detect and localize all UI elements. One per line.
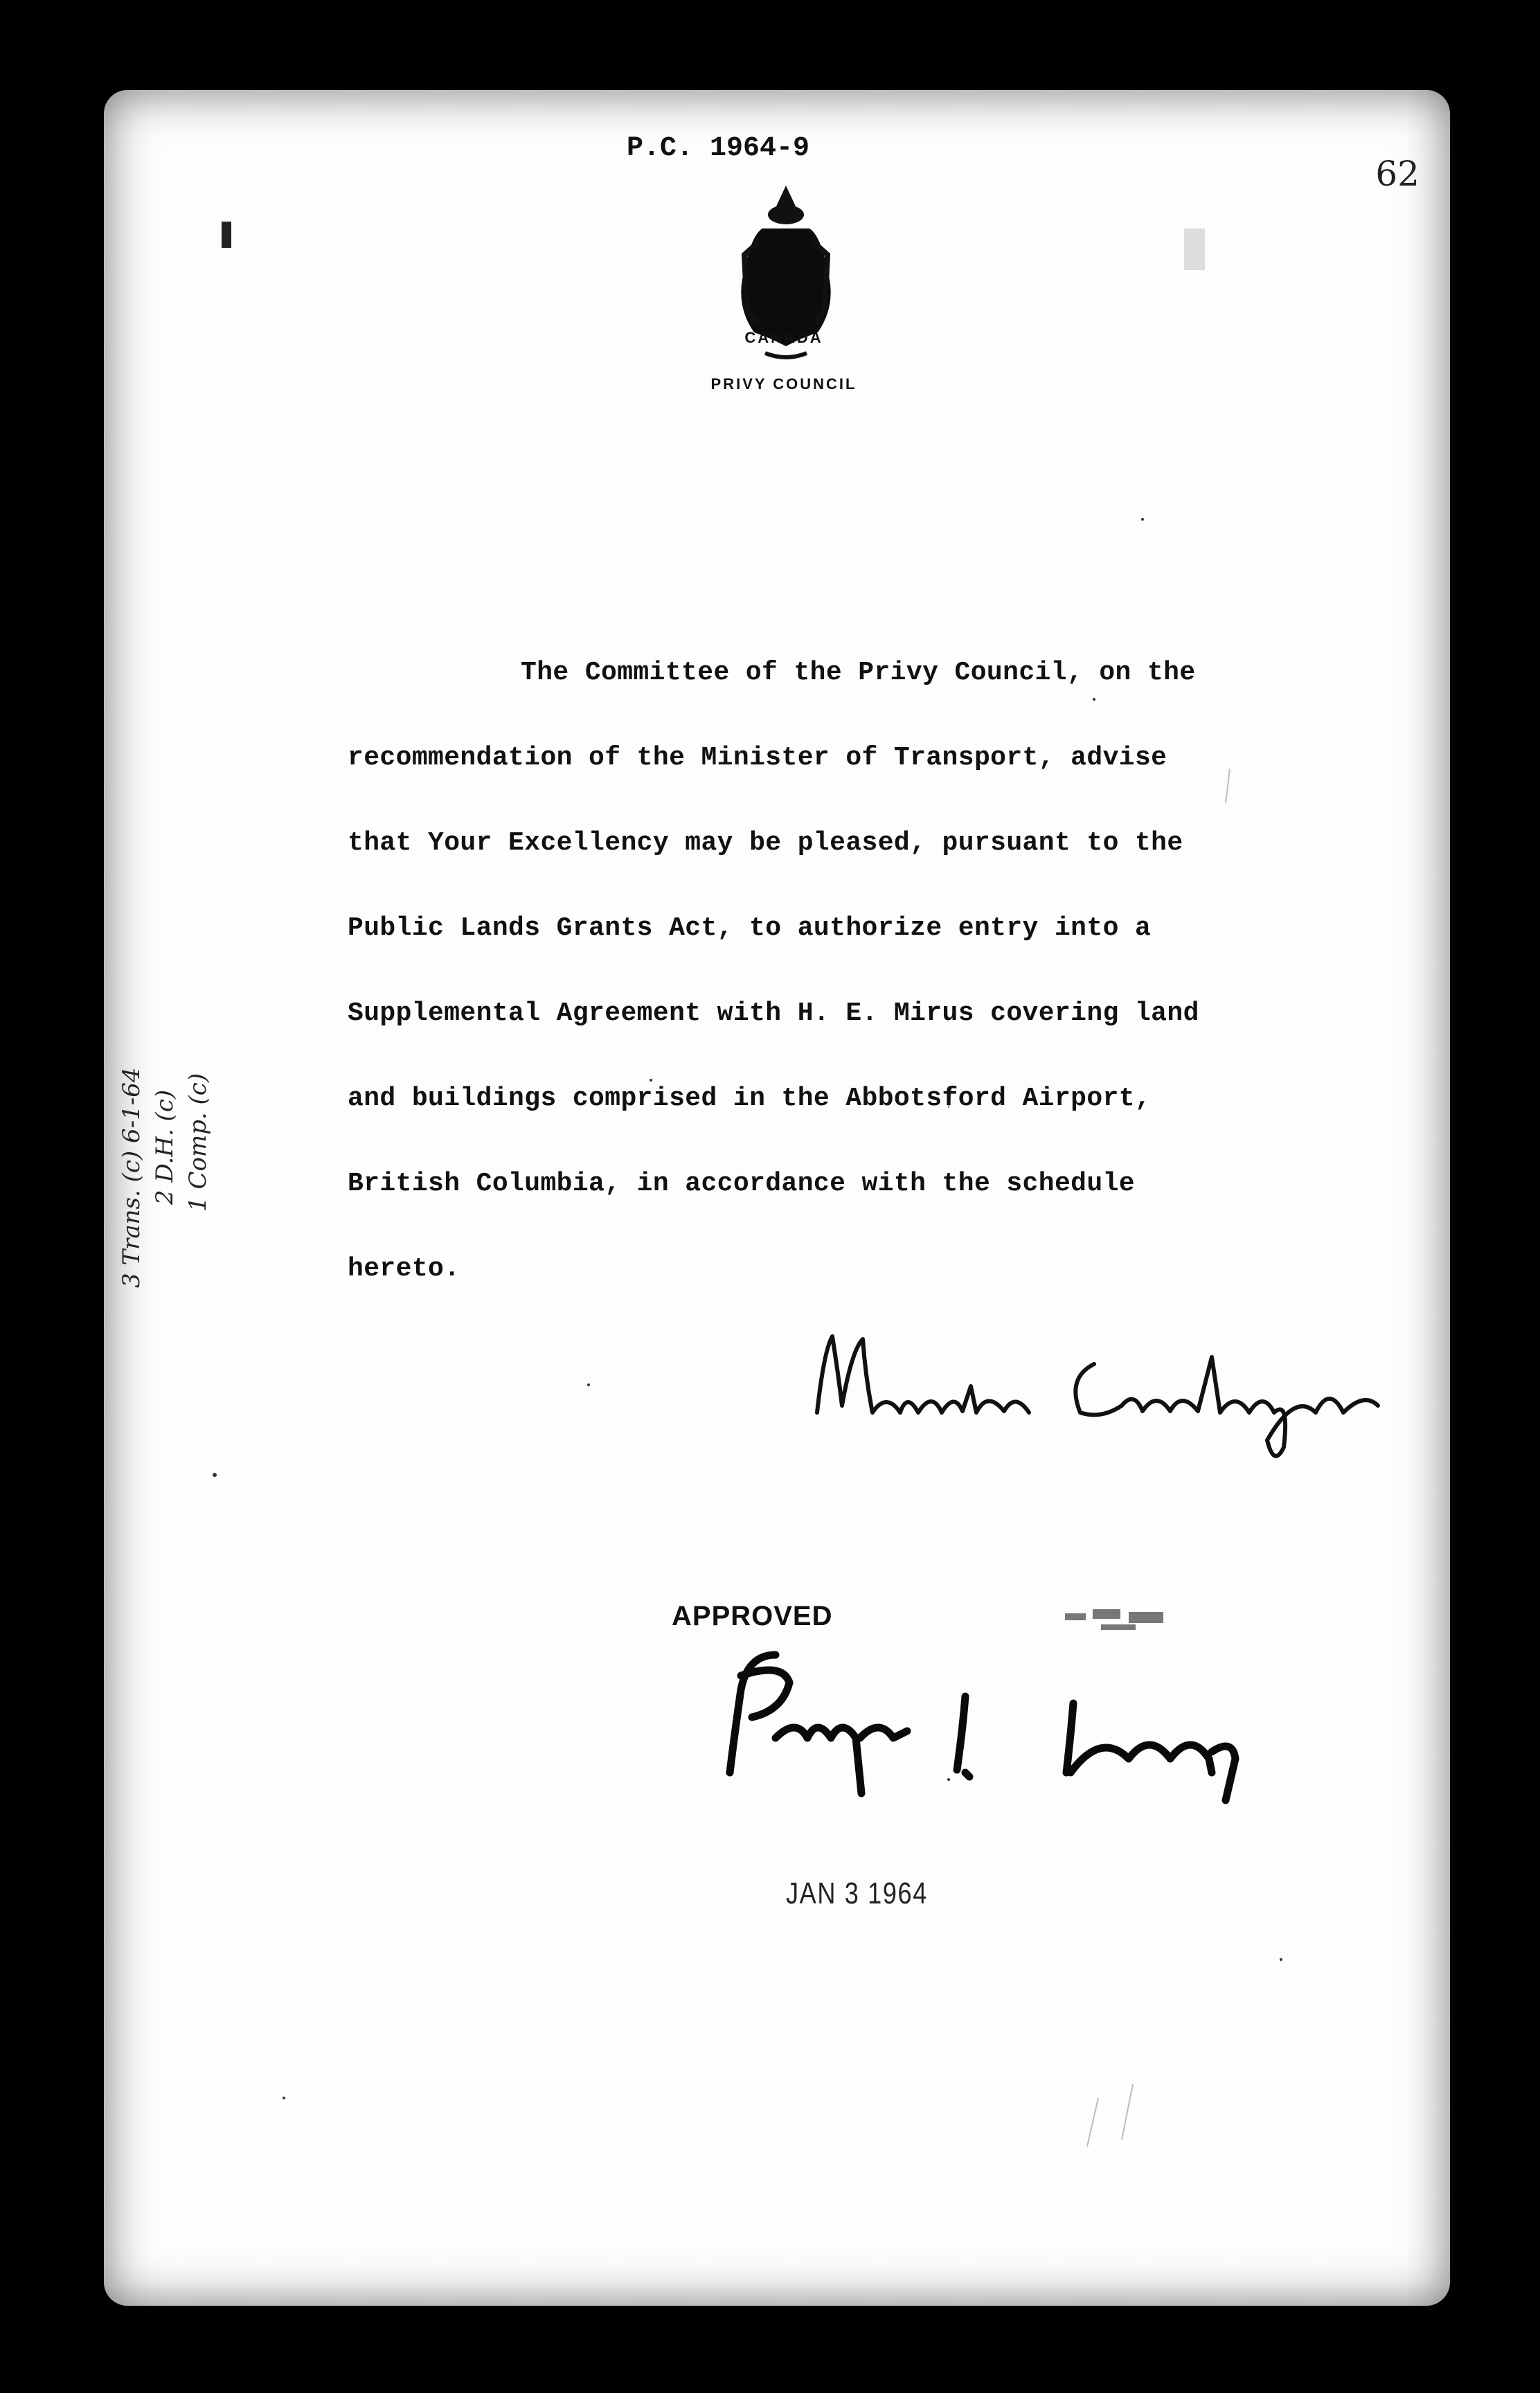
margin-note: 2 D.H. (c): [151, 1089, 179, 1205]
order-body: [348, 630, 1386, 1311]
body-line: British Columbia, in accordance with the schedule: [348, 1169, 1135, 1199]
handwritten-margin-notes: [118, 969, 242, 1288]
folio-number: 62: [1375, 154, 1420, 194]
approved-stamp: APPROVED: [672, 1601, 833, 1631]
body-line: and buildings comprised in the Abbotsford Airport,: [348, 1084, 1152, 1113]
coat-of-arms-icon: [717, 173, 855, 381]
order-number: P.C. 1964-9: [627, 133, 810, 164]
stamp-blot: [1059, 1598, 1177, 1640]
body-line: that Your Excellency may be pleased, pursuant to the: [348, 828, 1183, 858]
letterhead-office: PRIVY COUNCIL: [710, 375, 857, 393]
body-line: hereto.: [348, 1254, 460, 1284]
margin-note: 1 Comp. (c): [184, 1073, 212, 1212]
letterhead-country: CANADA: [744, 329, 823, 346]
body-line: The Committee of the Privy Council, on the: [521, 658, 1196, 688]
margin-note: 3 Trans. (c) 6-1-64: [118, 1067, 145, 1288]
minister-signature: [796, 1309, 1392, 1468]
body-line: Supplemental Agreement with H. E. Mirus covering land: [348, 998, 1199, 1028]
body-line: Public Lands Grants Act, to authorize entry into a: [348, 913, 1152, 943]
document-page: [104, 90, 1450, 2306]
body-line: recommendation of the Minister of Transport, advise: [348, 743, 1167, 773]
governor-general-signature: [686, 1634, 1267, 1814]
approval-date: JAN 3 1964: [786, 1876, 928, 1910]
